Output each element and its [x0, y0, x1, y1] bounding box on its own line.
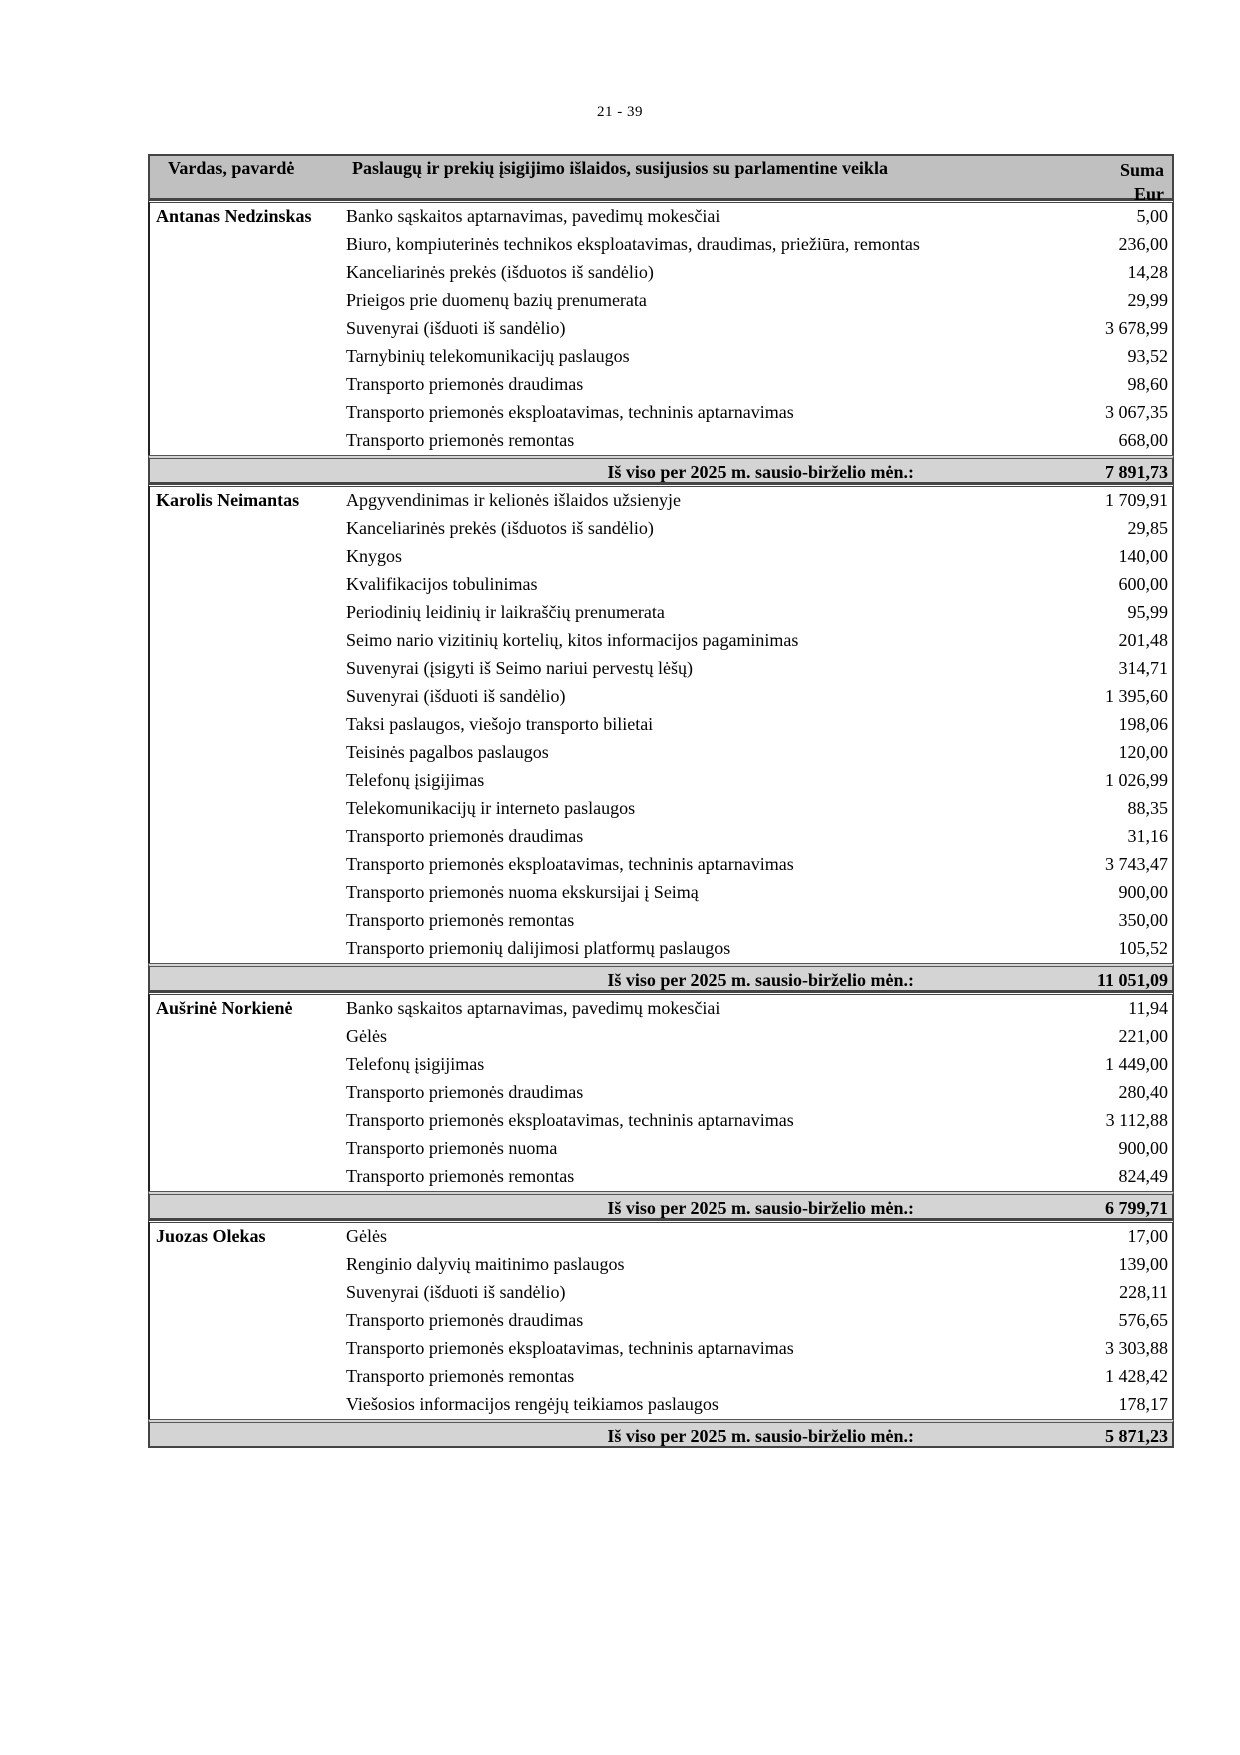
person-name	[150, 1023, 346, 1051]
expense-amount: 98,60	[1127, 374, 1168, 394]
expense-description: Suvenyrai (išduoti iš sandėlio)	[346, 318, 566, 338]
person-name	[150, 879, 346, 907]
expense-amount: 11,94	[1128, 998, 1168, 1018]
expense-description: Biuro, kompiuterinės technikos eksploatavimas, draudimas, priežiūra, remontas	[346, 234, 920, 254]
expense-description: Transporto priemonės nuoma	[346, 1138, 558, 1158]
expense-amount: 1 709,91	[1105, 490, 1168, 510]
person-name	[150, 627, 346, 655]
expense-amount: 29,85	[1127, 518, 1168, 538]
expense-amount: 93,52	[1127, 346, 1168, 366]
person-name	[150, 543, 346, 571]
expense-description: Suvenyrai (išduoti iš sandėlio)	[346, 1282, 566, 1302]
person-name	[150, 1163, 346, 1191]
total-label: Iš viso per 2025 m. sausio-birželio mėn.:	[607, 462, 914, 482]
expense-amount: 3 743,47	[1105, 854, 1168, 874]
table-row	[150, 795, 1172, 823]
table-body	[148, 200, 1174, 1448]
person-name	[150, 711, 346, 739]
table-row	[150, 543, 1172, 571]
total-amount: 5 871,23	[1105, 1426, 1168, 1446]
expense-description: Suvenyrai (įsigyti iš Seimo nariui pervestų lėšų)	[346, 658, 693, 678]
person-name	[150, 599, 346, 627]
person-name	[150, 935, 346, 963]
person-name	[150, 1051, 346, 1079]
person-name	[150, 739, 346, 767]
expense-description: Periodinių leidinių ir laikraščių prenumerata	[346, 602, 665, 622]
header-name: Vardas, pavardė	[168, 158, 295, 178]
table-row	[150, 907, 1172, 935]
expense-description: Transporto priemonės draudimas	[346, 826, 584, 846]
expense-amount: 280,40	[1118, 1082, 1168, 1102]
expense-amount: 236,00	[1118, 234, 1168, 254]
table-row	[150, 1335, 1172, 1363]
expense-description: Transporto priemonės remontas	[346, 1166, 575, 1186]
expense-amount: 17,00	[1127, 1226, 1168, 1246]
expense-amount: 178,17	[1118, 1394, 1168, 1414]
expenses-table	[148, 154, 1174, 1448]
expense-description: Renginio dalyvių maitinimo paslaugos	[346, 1254, 625, 1274]
expense-description: Transporto priemonės remontas	[346, 430, 575, 450]
table-row	[150, 259, 1172, 287]
expense-description: Transporto priemonės eksploatavimas, techninis aptarnavimas	[346, 402, 794, 422]
table-row	[150, 287, 1172, 315]
expense-amount: 88,35	[1127, 798, 1168, 818]
expense-amount: 14,28	[1127, 262, 1168, 282]
expense-amount: 3 112,88	[1105, 1110, 1168, 1130]
person-name	[150, 515, 346, 543]
expense-amount: 314,71	[1118, 658, 1168, 678]
expense-description: Transporto priemonės draudimas	[346, 1082, 584, 1102]
table-row	[150, 1251, 1172, 1279]
person-group	[148, 484, 1174, 963]
expense-description: Telefonų įsigijimas	[346, 1054, 485, 1074]
expense-description: Banko sąskaitos aptarnavimas, pavedimų mokesčiai	[346, 998, 721, 1018]
table-row	[150, 599, 1172, 627]
table-row	[150, 1023, 1172, 1051]
person-name	[150, 259, 346, 287]
person-group	[148, 992, 1174, 1191]
table-row	[150, 1307, 1172, 1335]
expense-description: Transporto priemonės draudimas	[346, 1310, 584, 1330]
expense-description: Seimo nario vizitinių kortelių, kitos informacijos pagaminimas	[346, 630, 799, 650]
expense-description: Telefonų įsigijimas	[346, 770, 485, 790]
total-label: Iš viso per 2025 m. sausio-birželio mėn.:	[607, 970, 914, 990]
person-name	[150, 1135, 346, 1163]
table-row	[150, 1079, 1172, 1107]
expense-description: Apgyvendinimas ir kelionės išlaidos užsienyje	[346, 490, 681, 510]
table-row	[150, 343, 1172, 371]
table-row	[150, 711, 1172, 739]
header-sum	[1084, 156, 1172, 204]
person-name	[150, 851, 346, 879]
person-name	[150, 427, 346, 455]
expense-amount: 824,49	[1118, 1166, 1168, 1186]
person-name	[150, 795, 346, 823]
expense-amount: 198,06	[1118, 714, 1168, 734]
person-name	[150, 1107, 346, 1135]
expense-amount: 900,00	[1118, 1138, 1168, 1158]
person-name	[150, 1391, 346, 1419]
expense-description: Teisinės pagalbos paslaugos	[346, 742, 549, 762]
table-row	[150, 371, 1172, 399]
table-row	[150, 427, 1172, 455]
expense-description: Kanceliarinės prekės (išduotos iš sandėlio)	[346, 262, 654, 282]
expense-amount: 1 395,60	[1105, 686, 1168, 706]
expense-amount: 139,00	[1118, 1254, 1168, 1274]
expense-amount: 201,48	[1118, 630, 1168, 650]
expense-description: Taksi paslaugos, viešojo transporto bilietai	[346, 714, 654, 734]
expense-amount: 120,00	[1118, 742, 1168, 762]
person-name	[150, 1279, 346, 1307]
expense-description: Banko sąskaitos aptarnavimas, pavedimų mokesčiai	[346, 206, 721, 226]
expense-description: Transporto priemonės nuoma ekskursijai į Seimą	[346, 882, 699, 902]
table-row	[150, 655, 1172, 683]
expense-amount: 95,99	[1127, 602, 1168, 622]
header-sum-line1: Suma	[1119, 160, 1164, 180]
person-name	[150, 823, 346, 851]
table-row	[150, 995, 1172, 1023]
table-row	[150, 315, 1172, 343]
person-name	[150, 655, 346, 683]
table-row	[150, 1107, 1172, 1135]
person-name: Aušrinė Norkienė	[156, 998, 293, 1018]
expense-amount: 576,65	[1118, 1310, 1168, 1330]
table-row	[150, 1391, 1172, 1419]
expense-description: Viešosios informacijos rengėjų teikiamos paslaugos	[346, 1394, 719, 1414]
person-name	[150, 1079, 346, 1107]
expense-amount: 3 678,99	[1105, 318, 1168, 338]
total-amount: 6 799,71	[1105, 1198, 1168, 1218]
person-name	[150, 399, 346, 427]
expense-amount: 228,11	[1119, 1282, 1168, 1302]
expense-description: Transporto priemonės eksploatavimas, techninis aptarnavimas	[346, 1110, 794, 1130]
person-name	[150, 1335, 346, 1363]
table-row	[150, 1135, 1172, 1163]
total-label: Iš viso per 2025 m. sausio-birželio mėn.:	[607, 1426, 914, 1446]
person-name	[150, 343, 346, 371]
expense-amount: 29,99	[1127, 290, 1168, 310]
expense-amount: 5,00	[1136, 206, 1168, 226]
expense-amount: 3 067,35	[1105, 402, 1168, 422]
table-row	[150, 879, 1172, 907]
expense-amount: 600,00	[1118, 574, 1168, 594]
page-number: 21 - 39	[597, 104, 643, 120]
total-amount: 7 891,73	[1105, 462, 1168, 482]
table-row	[150, 739, 1172, 767]
group-total-row	[148, 1191, 1174, 1220]
table-row	[150, 935, 1172, 963]
table-row	[150, 571, 1172, 599]
table-row	[150, 487, 1172, 515]
group-total-row	[148, 1419, 1174, 1448]
person-group	[148, 200, 1174, 455]
expense-description: Kanceliarinės prekės (išduotos iš sandėlio)	[346, 518, 654, 538]
expense-description: Suvenyrai (išduoti iš sandėlio)	[346, 686, 566, 706]
expense-amount: 221,00	[1118, 1026, 1168, 1046]
expense-amount: 140,00	[1118, 546, 1168, 566]
table-row	[150, 399, 1172, 427]
table-row	[150, 203, 1172, 231]
table-row	[150, 851, 1172, 879]
person-name	[150, 1307, 346, 1335]
expense-description: Transporto priemonės draudimas	[346, 374, 584, 394]
table-row	[150, 823, 1172, 851]
person-name	[150, 1251, 346, 1279]
person-name: Antanas Nedzinskas	[156, 206, 312, 226]
expense-amount: 350,00	[1118, 910, 1168, 930]
person-name	[150, 1363, 346, 1391]
expense-description: Gėlės	[346, 1226, 387, 1246]
header-sum-line2: Eur	[1133, 184, 1164, 204]
expense-amount: 900,00	[1118, 882, 1168, 902]
expense-amount: 1 428,42	[1105, 1366, 1168, 1386]
person-name	[150, 315, 346, 343]
expense-description: Gėlės	[346, 1026, 387, 1046]
expense-description: Transporto priemonės remontas	[346, 910, 575, 930]
table-row	[150, 683, 1172, 711]
expense-amount: 31,16	[1127, 826, 1168, 846]
group-total-row	[148, 455, 1174, 484]
expense-description: Prieigos prie duomenų bazių prenumerata	[346, 290, 647, 310]
person-name	[150, 767, 346, 795]
group-total-row	[148, 963, 1174, 992]
expense-description: Kvalifikacijos tobulinimas	[346, 574, 538, 594]
expense-amount: 668,00	[1118, 430, 1168, 450]
person-name	[150, 571, 346, 599]
expense-description: Tarnybinių telekomunikacijų paslaugos	[346, 346, 630, 366]
table-row	[150, 1051, 1172, 1079]
person-group	[148, 1220, 1174, 1419]
expense-description: Knygos	[346, 546, 403, 566]
person-name	[150, 371, 346, 399]
expense-description: Transporto priemonės eksploatavimas, techninis aptarnavimas	[346, 854, 794, 874]
table-row	[150, 1163, 1172, 1191]
expense-description: Transporto priemonės eksploatavimas, techninis aptarnavimas	[346, 1338, 794, 1358]
table-row	[150, 1223, 1172, 1251]
person-name: Karolis Neimantas	[156, 490, 300, 510]
expense-amount: 1 026,99	[1105, 770, 1168, 790]
table-row	[150, 767, 1172, 795]
total-amount: 11 051,09	[1096, 970, 1168, 990]
table-row	[150, 231, 1172, 259]
expense-description: Transporto priemonių dalijimosi platformų paslaugos	[346, 938, 731, 958]
table-row	[150, 1363, 1172, 1391]
table-row	[150, 515, 1172, 543]
person-name: Juozas Olekas	[156, 1226, 266, 1246]
header-description: Paslaugų ir prekių įsigijimo išlaidos, susijusios su parlamentine veikla	[352, 158, 888, 178]
expense-amount: 105,52	[1118, 938, 1168, 958]
expense-description: Telekomunikacijų ir interneto paslaugos	[346, 798, 636, 818]
total-label: Iš viso per 2025 m. sausio-birželio mėn.:	[607, 1198, 914, 1218]
expense-amount: 3 303,88	[1105, 1338, 1168, 1358]
person-name	[150, 231, 346, 259]
person-name	[150, 683, 346, 711]
expense-description: Transporto priemonės remontas	[346, 1366, 575, 1386]
person-name	[150, 287, 346, 315]
table-row	[150, 627, 1172, 655]
person-name	[150, 907, 346, 935]
expense-amount: 1 449,00	[1105, 1054, 1168, 1074]
table-row	[150, 1279, 1172, 1307]
table-header	[148, 154, 1174, 204]
